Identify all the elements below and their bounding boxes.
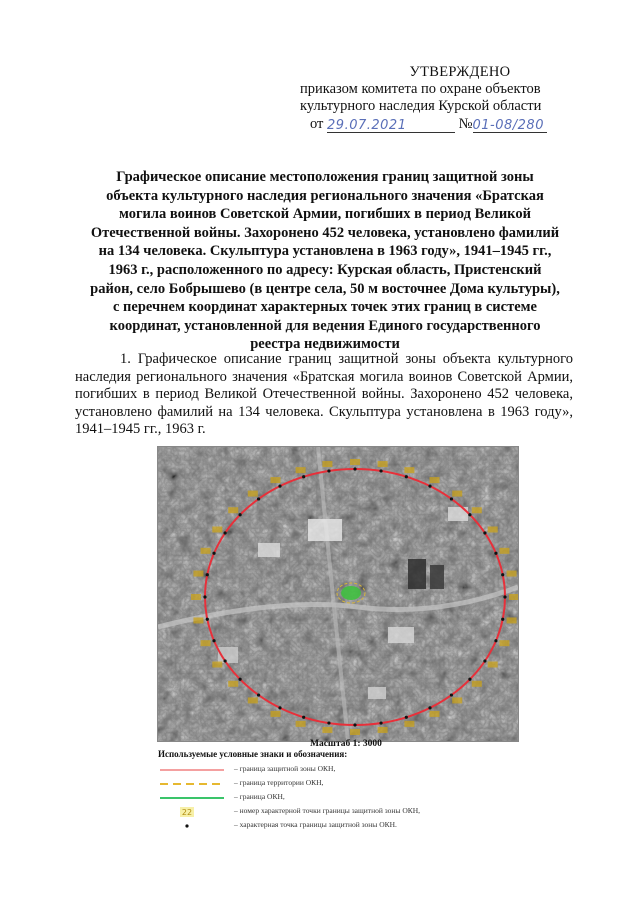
point-label-marker	[193, 617, 203, 623]
point-label-marker	[404, 721, 414, 727]
boundary-point	[468, 678, 471, 681]
point-label-marker	[350, 729, 360, 735]
boundary-point	[278, 706, 281, 709]
point-label-marker	[322, 461, 332, 467]
handwritten-number: 01-08/280	[472, 118, 544, 133]
boundary-point	[257, 497, 260, 500]
point-label-marker	[201, 548, 211, 554]
boundary-point	[353, 467, 356, 470]
point-label-marker	[322, 727, 332, 733]
map-building	[258, 543, 280, 557]
map-building	[308, 519, 342, 541]
boundary-point	[353, 723, 356, 726]
number-label: №	[458, 116, 473, 132]
boundary-point	[223, 659, 226, 662]
point-dot-icon	[158, 819, 226, 833]
boundary-point	[238, 513, 241, 516]
date-field	[327, 117, 455, 133]
point-label-marker	[191, 594, 201, 600]
map-legend	[158, 749, 488, 829]
legend-item-territory: – граница территории ОКН,	[158, 777, 488, 791]
document-title: Графическое описание местоположения границ защитной зоны объекта культурного наследия регионального значения «Братская могила воинов Советской Армии, погибших в период Великой Отечественной войны. Захоронено 452 человека, установлено фамилий на 134 человека. Скульптура установлена в 1963 году», 1941–1945 гг., 1963 г., расположенного по адресу: Курская область, Пристенский район, село Бобрышево (в центре села, 50 м восточнее Дома культуры), с перечнем координат характерных точек этих границ в системе координат, установленной для ведения Единого государственного реестра недвижимости	[90, 169, 560, 353]
boundary-point	[238, 678, 241, 681]
map-building	[368, 687, 386, 699]
boundary-point	[501, 573, 504, 576]
point-label-marker	[452, 491, 462, 497]
yellow-dashed-line-icon	[158, 777, 226, 791]
boundary-point	[212, 552, 215, 555]
point-label-marker	[499, 548, 509, 554]
boundary-point	[494, 639, 497, 642]
from-label: от	[310, 116, 324, 132]
boundary-point	[450, 497, 453, 500]
map-building	[388, 627, 414, 643]
legend-point-number-sample: 22	[181, 808, 193, 817]
point-label-marker	[271, 711, 281, 717]
legend-item-point: – характерная точка границы защитной зоны ОКН.	[158, 819, 488, 833]
point-label-marker	[248, 697, 258, 703]
aerial-map	[157, 446, 519, 742]
green-line-icon	[158, 791, 226, 805]
point-label-marker	[228, 507, 238, 513]
aerial-map-svg	[158, 447, 518, 741]
boundary-point	[483, 659, 486, 662]
point-label-marker	[193, 571, 203, 577]
boundary-point	[379, 469, 382, 472]
legend-title: Используемые условные знаки и обозначения:	[158, 749, 348, 759]
point-label-marker	[507, 571, 517, 577]
point-label-marker	[509, 594, 518, 600]
point-label-marker	[507, 617, 517, 623]
boundary-point	[494, 552, 497, 555]
point-label-marker	[499, 640, 509, 646]
point-label-marker	[488, 527, 498, 533]
boundary-point	[428, 706, 431, 709]
boundary-point	[223, 531, 226, 534]
point-label-marker	[488, 662, 498, 668]
point-label-marker	[452, 697, 462, 703]
handwritten-date: 29.07.2021	[327, 118, 407, 133]
map-vegetation	[158, 447, 518, 741]
point-label-marker	[472, 681, 482, 687]
point-label-marker	[212, 662, 222, 668]
boundary-point	[278, 485, 281, 488]
boundary-point	[468, 513, 471, 516]
boundary-point	[405, 475, 408, 478]
approval-line-1: приказом комитета по охране объектов	[300, 81, 541, 97]
number-field	[473, 117, 547, 133]
boundary-point	[302, 716, 305, 719]
point-label-marker	[212, 527, 222, 533]
red-line-icon	[158, 763, 226, 777]
boundary-point	[503, 595, 506, 598]
point-label-marker	[296, 721, 306, 727]
point-label-marker	[378, 727, 388, 733]
point-label-marker	[404, 467, 414, 473]
boundary-point	[206, 573, 209, 576]
boundary-point	[379, 721, 382, 724]
boundary-point	[405, 716, 408, 719]
boundary-point	[428, 485, 431, 488]
point-label-marker	[271, 477, 281, 483]
boundary-point	[327, 469, 330, 472]
point-label-marker	[296, 467, 306, 473]
paragraph-1: 1. Графическое описание границ защитной зоны объекта культурного наследия регионального значения «Братская могила воинов Советской Армии, погибших в период Великой Отечественной войны. Захоронено 452 человека, установлено фамилий на 134 человека. Скульптура установлена в 1963 году», 1941–1945 гг., 1963 г.	[75, 351, 573, 438]
legend-item-point-number: 22 – номер характерной точки границы защитной зоны ОКН,	[158, 805, 488, 819]
point-label-marker	[472, 507, 482, 513]
point-number-icon	[158, 805, 226, 819]
boundary-point	[327, 721, 330, 724]
approval-date-number	[300, 116, 590, 133]
boundary-point	[203, 595, 206, 598]
boundary-point	[483, 531, 486, 534]
map-building	[430, 565, 444, 589]
boundary-point	[206, 618, 209, 621]
approval-header: УТВЕРЖДЕНО	[409, 64, 511, 80]
point-label-marker	[248, 491, 258, 497]
point-label-marker	[430, 711, 440, 717]
boundary-point	[257, 693, 260, 696]
point-label-marker	[228, 681, 238, 687]
map-scale: Масштаб 1: 3000	[310, 739, 382, 749]
boundary-point	[450, 693, 453, 696]
point-label-marker	[201, 640, 211, 646]
boundary-point	[212, 639, 215, 642]
point-label-marker	[378, 461, 388, 467]
okn-object-marker	[341, 586, 361, 600]
boundary-point	[302, 475, 305, 478]
point-label-marker	[350, 459, 360, 465]
map-building	[408, 559, 426, 589]
legend-item-okn-boundary: – граница ОКН,	[158, 791, 488, 805]
legend-item-protection-zone: – граница защитной зоны ОКН,	[158, 763, 488, 777]
approval-stamp	[300, 64, 590, 133]
boundary-point	[501, 618, 504, 621]
point-label-marker	[430, 477, 440, 483]
approval-line-2: культурного наследия Курской области	[300, 98, 542, 114]
